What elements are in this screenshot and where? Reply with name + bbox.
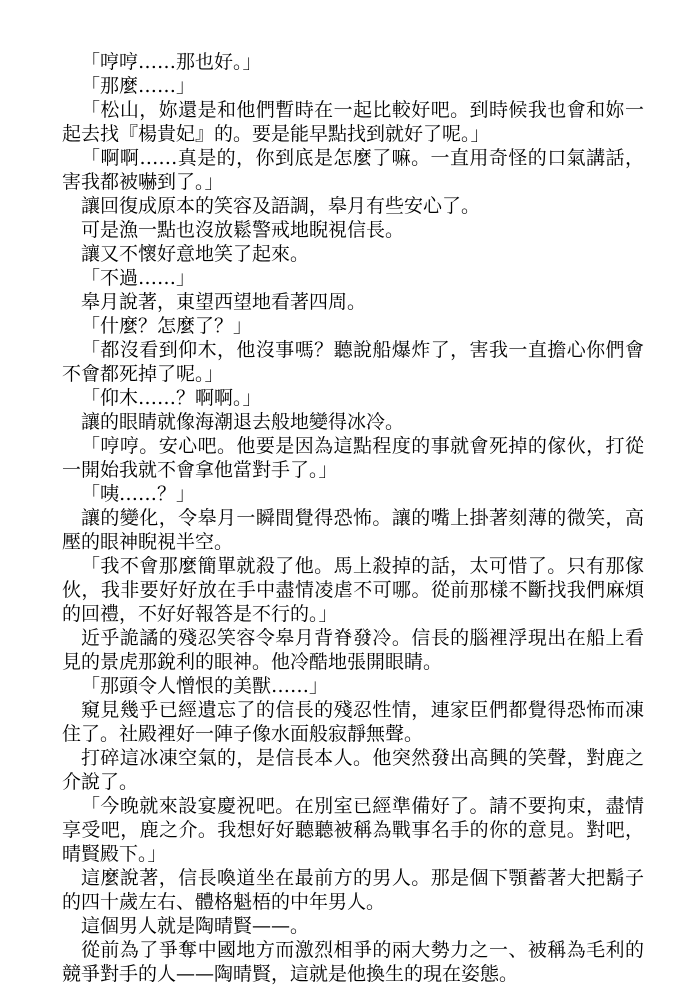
paragraph: 這個男人就是陶晴賢——。 xyxy=(81,915,310,937)
paragraph: 讓又不懷好意地笑了起來。 xyxy=(81,243,310,265)
paragraph: 「啊啊……真是的，你到底是怎麼了嘛。一直用奇怪的口氣講話，害我都被嚇到了。」 xyxy=(62,147,644,193)
paragraph: 窺見幾乎已經遺忘了的信長的殘忍性情，連家臣們都覺得恐怖而凍住了。社殿裡好一陣子像水面般寂靜無聲。 xyxy=(62,699,644,745)
paragraph: 讓的變化，令皋月一瞬間覺得恐怖。讓的嘴上掛著刻薄的微笑，高壓的眼神睨視半空。 xyxy=(62,507,644,553)
paragraph: 「哼哼。安心吧。他要是因為這點程度的事就會死掉的傢伙，打從一開始我就不會拿他當對手了。」 xyxy=(62,435,644,481)
paragraph: 這麼說著，信長喚道坐在最前方的男人。那是個下顎蓄著大把鬍子的四十歲左右、體格魁梧的中年男人。 xyxy=(62,867,644,913)
paragraph: 「不過……」 xyxy=(81,267,196,289)
page-body xyxy=(62,50,644,986)
paragraph: 打碎這冰凍空氣的，是信長本人。他突然發出高興的笑聲，對鹿之介說了。 xyxy=(62,747,644,793)
paragraph: 從前為了爭奪中國地方而激烈相爭的兩大勢力之一、被稱為毛利的競爭對手的人——陶晴賢，這就是他換生的現在姿態。 xyxy=(62,939,644,985)
paragraph: 近乎詭譎的殘忍笑容令皋月背脊發冷。信長的腦裡浮現出在船上看見的景虎那銳利的眼神。他冷酷地張開眼睛。 xyxy=(62,627,644,673)
paragraph: 可是漁一點也沒放鬆警戒地睨視信長。 xyxy=(81,219,405,241)
paragraph: 讓回復成原本的笑容及語調，皋月有些安心了。 xyxy=(81,195,481,217)
paragraph: 「仰木……？啊啊。」 xyxy=(81,387,262,409)
paragraph: 「哼哼……那也好。」 xyxy=(81,51,262,73)
paragraph: 「那麼……」 xyxy=(81,75,196,97)
paragraph: 「都沒看到仰木，他沒事嗎？聽說船爆炸了，害我一直擔心你們會不會都死掉了呢。」 xyxy=(62,339,644,385)
paragraph: 「什麼？怎麼了？」 xyxy=(81,315,253,337)
paragraph: 「松山，妳還是和他們暫時在一起比較好吧。到時候我也會和妳一起去找『楊貴妃』的。要是能早點找到就好了呢。」 xyxy=(62,99,644,145)
paragraph: 「咦……？」 xyxy=(81,483,196,505)
paragraph: 「我不會那麼簡單就殺了他。馬上殺掉的話，太可惜了。只有那傢伙，我非要好好放在手中盡情凌虐不可哪。從前那樣不斷找我們麻煩的回禮，不好好報答是不行的。」 xyxy=(62,555,644,625)
paragraph: 「今晚就來設宴慶祝吧。在別室已經準備好了。請不要拘束，盡情享受吧，鹿之介。我想好好聽聽被稱為戰事名手的你的意見。對吧，晴賢殿下。」 xyxy=(62,795,644,865)
paragraph: 讓的眼睛就像海潮退去般地變得冰冷。 xyxy=(81,411,405,433)
paragraph: 「那頭令人憎恨的美獸……」 xyxy=(81,675,329,697)
paragraph: 皋月說著，東望西望地看著四周。 xyxy=(81,291,367,313)
